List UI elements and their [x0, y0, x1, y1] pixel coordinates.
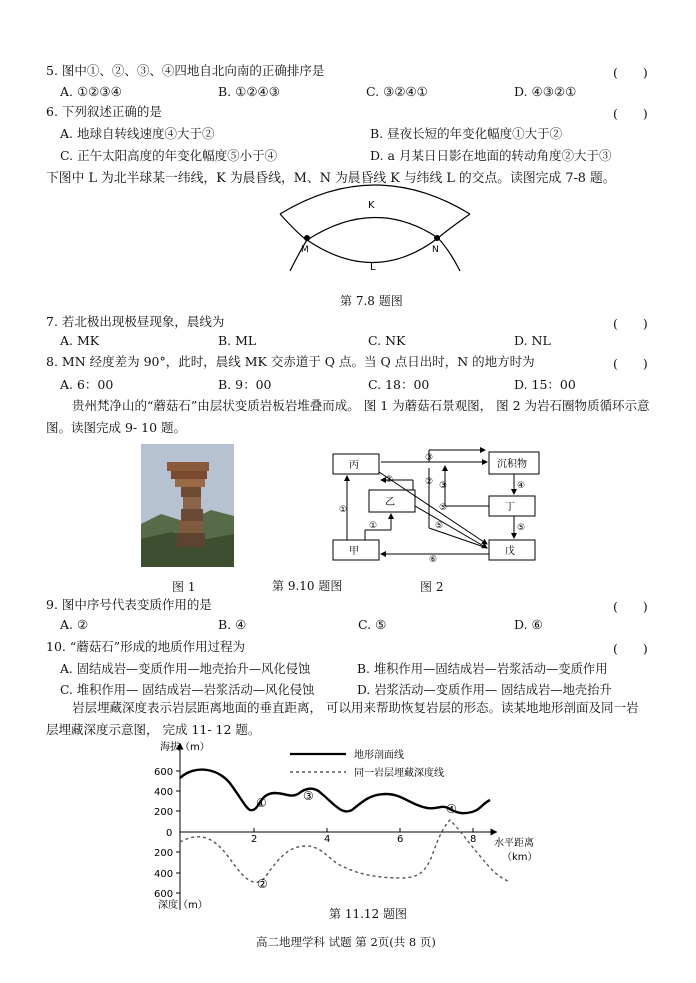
q5-option-a: A. ①②③④	[60, 84, 122, 99]
marker-1: ①	[256, 796, 267, 810]
q9-option-c: C. ⑤	[358, 617, 387, 632]
intro-7-8: 下图中 L 为北半球某一纬线，K 为晨昏线，M、N 为晨昏线 K 与纬线 L 的交点。读图完成 7-8 题。	[46, 171, 616, 186]
upper-arc	[280, 185, 470, 214]
intro-11-12: 岩层埋藏深度表示岩层距离地面的垂直距离， 可以用来帮助恢复岩层的形态。读某地地形剖面及同一岩层埋藏深度示意图， 完成 11- 12 题。	[46, 700, 639, 737]
arrow-label-3: ③	[425, 453, 434, 463]
q7-paren: ( )	[613, 316, 648, 331]
y-tick-400: 400	[154, 787, 174, 798]
figure-11-12-caption: 第 11.12 题图	[329, 907, 407, 921]
y-axis-top-label: 海拔（m）	[160, 742, 210, 753]
x-tick-8: 8	[470, 834, 477, 845]
point-n	[434, 235, 440, 241]
q8-option-a: A. 6：00	[60, 377, 114, 392]
label-k: K	[368, 200, 375, 211]
legend-depth-label: 同一岩层埋藏深度线	[354, 768, 444, 779]
q7-option-b: B. ML	[218, 333, 257, 348]
q6-option-d: D. a 月某日日影在地面的转动角度②大于③	[370, 148, 612, 163]
node-bing: 丙	[349, 460, 359, 471]
arrow-label-3b: ③	[439, 481, 448, 491]
arrow-label-6: ⑥	[429, 555, 438, 565]
q5-stem: 5. 图中①、②、③、④四地自北向南的正确排序是	[46, 63, 325, 78]
marker-2: ②	[257, 877, 268, 891]
mushroom-rock-photo	[141, 444, 234, 567]
marker-3: ③	[303, 789, 314, 803]
arrow-label-5c: ⑤	[435, 521, 444, 531]
q8-option-c: C. 18：00	[368, 377, 430, 392]
arrow-label-5: ⑤	[517, 523, 526, 533]
arrow-label-4: ④	[517, 481, 526, 491]
q8-option-b: B. 9：00	[218, 377, 272, 392]
q9-paren: ( )	[613, 599, 648, 614]
y-tick-neg200: 200	[154, 848, 174, 859]
q9-option-d: D. ⑥	[514, 617, 543, 632]
arrow-label-5b: ⑤	[439, 503, 448, 513]
x-axis-unit: （km）	[502, 852, 538, 863]
arrow-label-2: ②	[385, 475, 394, 485]
arrow-label-2b: ②	[425, 477, 434, 487]
y-tick-600: 600	[154, 767, 174, 778]
x-tick-6: 6	[397, 834, 404, 845]
q7-option-a: A. MK	[60, 333, 100, 348]
q8-stem: 8. MN 经度差为 90°，此时，晨线 MK 交赤道于 Q 点。当 Q 点日出时，N 的地方时为	[46, 354, 535, 369]
terrain-profile-figure	[150, 738, 538, 916]
q10-stem: 10. “蘑菇石”形成的地质作用过程为	[46, 639, 246, 654]
node-yi: 乙	[385, 497, 395, 508]
arrow-label-1b: ①	[369, 521, 378, 531]
q9-option-a: A. ②	[60, 617, 89, 632]
q8-paren: ( )	[613, 356, 648, 371]
arc-right-tail	[438, 238, 460, 271]
marker-4: ④	[446, 802, 457, 816]
figure-7-8	[270, 196, 480, 276]
y-axis-bottom-label: 深度（m）	[158, 900, 208, 911]
y-tick-200: 200	[154, 807, 174, 818]
q7-option-d: D. NL	[514, 333, 551, 348]
q10-option-a: A. 固结成岩—变质作用—地壳抬升—风化侵蚀	[60, 662, 311, 676]
x-axis-label: 水平距离	[494, 838, 534, 849]
q8-option-d: D. 15：00	[514, 377, 576, 392]
q5-option-b: B. ①②④③	[218, 84, 280, 99]
figure-2-caption: 图 2	[420, 580, 444, 594]
q7-stem: 7. 若北极出现极昼现象，晨线为	[46, 314, 225, 329]
q7-option-c: C. NK	[368, 333, 406, 348]
label-l: L	[370, 262, 376, 273]
arc-k	[307, 217, 438, 240]
y-tick-neg600: 600	[154, 889, 174, 900]
y-tick-0: 0	[166, 828, 173, 839]
q5-paren: ( )	[613, 65, 648, 80]
q6-stem: 6. 下列叙述正确的是	[46, 104, 162, 119]
node-sediment: 沉积物	[497, 459, 527, 470]
q6-option-b: B. 昼夜长短的年变化幅度①大于②	[370, 126, 563, 141]
point-m	[304, 235, 310, 241]
q5-option-c: C. ③②④①	[366, 84, 428, 99]
arrow-label-1: ①	[339, 505, 348, 515]
q10-option-d: D. 岩浆活动—变质作用— 固结成岩—地壳抬升	[357, 683, 612, 697]
figure-7-8-caption: 第 7.8 题图	[340, 294, 403, 308]
intro-9-10: 贵州梵净山的“蘑菇石”由层状变质岩板岩堆叠而成。 图 1 为蘑菇石景观图， 图 2 为岩石圈物质循环示意图。读图完成 9- 10 题。	[46, 398, 650, 435]
x-tick-4: 4	[324, 834, 331, 845]
page-footer: 高二地理学科 试题 第 2页(共 8 页)	[256, 935, 436, 949]
y-tick-neg400: 400	[154, 869, 174, 880]
q6-paren: ( )	[613, 106, 648, 121]
figure-1-caption: 图 1	[172, 580, 196, 594]
node-jia: 甲	[349, 546, 359, 557]
figure-9-10-caption: 第 9.10 题图	[272, 579, 343, 593]
q9-stem: 9. 图中序号代表变质作用的是	[46, 597, 212, 612]
legend-terrain-label: 地形剖面线	[354, 750, 404, 761]
node-ding: 丁	[505, 502, 515, 513]
rock-cycle-diagram	[325, 448, 555, 568]
q6-option-c: C. 正午太阳高度的年变化幅度⑤小于④	[60, 148, 278, 163]
node-wu: 戊	[505, 546, 515, 557]
mushroom-rock-illustration	[141, 444, 234, 567]
q5-option-d: D. ④③②①	[514, 84, 577, 99]
x-tick-2: 2	[251, 834, 258, 845]
label-m: M	[301, 245, 309, 255]
q10-option-c: C. 堆积作用— 固结成岩—岩浆活动—风化侵蚀	[60, 683, 315, 697]
q10-paren: ( )	[613, 641, 648, 656]
label-n: N	[432, 245, 439, 255]
buried-layer-depth-line	[180, 820, 510, 882]
q9-option-b: B. ④	[218, 617, 247, 632]
q10-option-b: B. 堆积作用—固结成岩—岩浆活动—变质作用	[357, 662, 608, 676]
q6-option-a: A. 地球自转线速度④大于②	[60, 126, 215, 141]
